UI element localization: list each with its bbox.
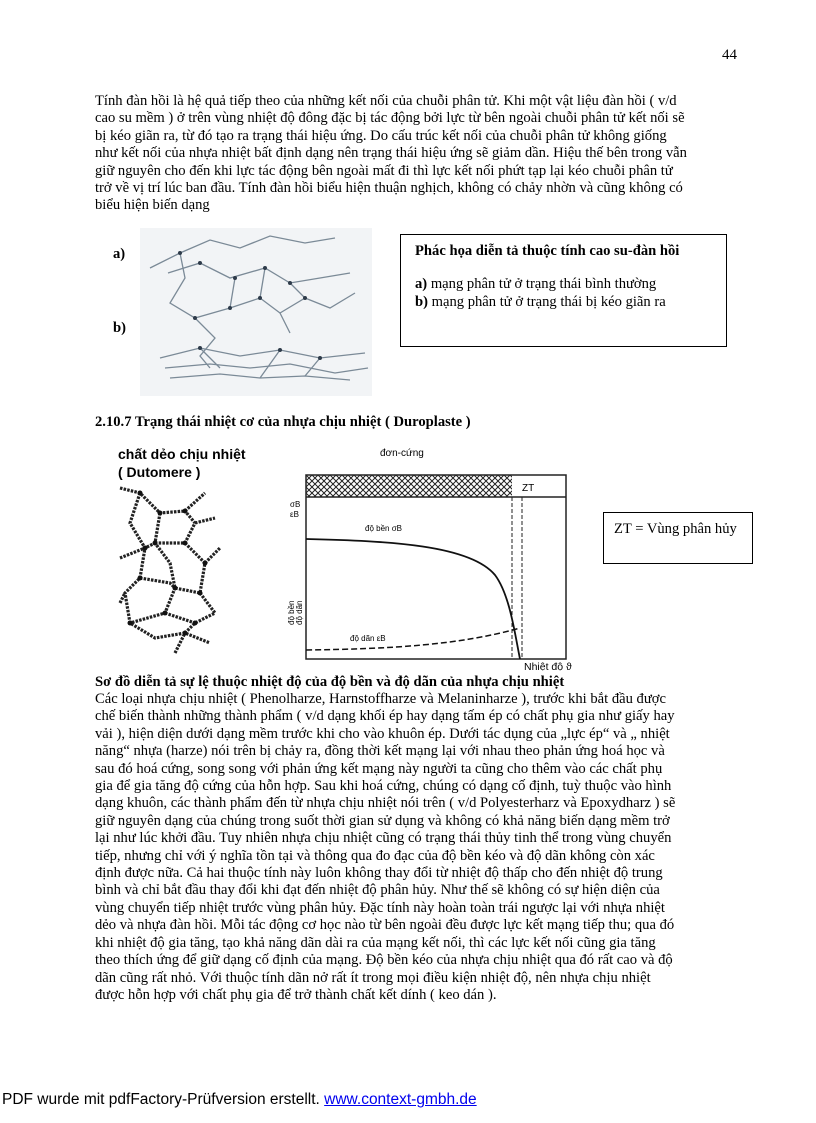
paragraph-elasticity xyxy=(95,93,687,215)
text-line: tiếp, nhưng chỉ với ý nghĩa tồn tại và thông qua đo đạc của độ bền kéo và độ dãn không còn xác xyxy=(95,847,655,864)
text-line: gia để gia tăng độ cứng của hỗn hợp. Sau khi hoá cứng, chúng có dạng cố định, tuỳ thuộc vào hình xyxy=(95,778,672,795)
strength-elongation-diagram xyxy=(270,445,600,671)
text-line: vải ), hiện diện dưới dạng mềm trước khi cho vào khuôn ép. Dưới tác dụng của „lực ép“ và „ nhiệt xyxy=(95,725,670,742)
text-line: dãn cũng rất nhỏ. Với thuộc tính dãn nở rất ít trong mọi điều kiện nhiệt độ, nên nhựa chịu nhiệt xyxy=(95,969,651,986)
text-line: được hỗn hợp với chất phụ gia để trở thành chất kết dính ( keo dán ). xyxy=(95,986,497,1003)
section-heading: 2.10.7 Trạng thái nhiệt cơ của nhựa chịu nhiệt ( Duroplaste ) xyxy=(95,414,471,430)
text-line: giữ nguyên dạng của chúng trong suốt thời gian sử dụng và không có khả năng biến dạng mềm trở xyxy=(95,812,670,829)
text-line: theo thích ứng để giữ dạng cố định của mạng. Độ bền kéo của nhựa chịu nhiệt qua đó rất cao và độ xyxy=(95,952,673,969)
figure1-item-b: b) mạng phân tử ở trạng thái bị kéo giãn ra xyxy=(415,293,666,310)
zt-legend-box xyxy=(603,512,753,564)
context-gmbh-link[interactable]: www.context-gmbh.de xyxy=(324,1091,477,1108)
text-line: biểu hiện biến dạng xyxy=(95,197,210,214)
thermoset-title: chất dẻo chịu nhiệt ( Dutomere ) xyxy=(118,446,246,480)
strength-curve xyxy=(306,539,520,659)
pdf-footer: PDF wurde mit pdfFactory-Prüfversion erstellt. www.context-gmbh.de xyxy=(2,1091,477,1108)
x-axis-label: Nhiệt độ ϑ xyxy=(524,661,572,671)
figure-label-b: b) xyxy=(113,320,126,336)
zt-legend-text: ZT = Vùng phân hủy xyxy=(614,521,737,537)
y-label-strength: độ bền xyxy=(287,600,296,625)
label-state: đơn-cứng xyxy=(380,448,424,459)
text-line: dẻo và nhựa đàn hồi. Mỗi tác động cơ học nào từ bên ngoài đều được lực kết mạng tiếp thu; qua đó xyxy=(95,917,675,934)
label-sigma: σB xyxy=(290,500,301,509)
text-line: bình và chỉ bắt đầu thay đổi khi đạt đến nhiệt độ phân hủy. Như thế sẽ không có sự hiện diện của xyxy=(95,882,660,899)
text-line: vùng chuyển tiếp nhiệt trước vùng phân hủy. Đặc tính này hoàn toàn trái ngược lại với nhựa nhiệt xyxy=(95,899,665,916)
label-zt: ZT xyxy=(522,483,535,494)
rubber-network-sketch xyxy=(140,228,372,396)
figure1-caption-box xyxy=(400,234,727,347)
elongation-curve-label: độ dãn εB xyxy=(350,634,386,643)
label-epsilon: εB xyxy=(290,510,299,519)
text-line: cao su mềm ) ở trên vùng nhiệt độ đông đặc bị tác động bởi lực từ bên ngoài chuỗi phân tử kết nối sẽ xyxy=(95,110,685,127)
paragraph-thermosets xyxy=(95,691,675,1004)
text-line: trở về vị trí lúc ban đầu. Tính đàn hồi biểu hiện thuận nghịch, không có chảy nhờn và cũng không có xyxy=(95,180,683,197)
text-line: như kết nối của nhựa nhiệt bất định dạng nên trạng thái hiệu ứng sẽ giảm dần. Hiệu thế bên trong vẫn xyxy=(95,145,687,162)
text-line: khi nhiệt độ gia tăng, tạo khả năng dãn dài ra của mạng kết nối, thì các lực kết nối cũng gia tăng xyxy=(95,934,656,951)
figure2-caption: Sơ đồ diễn tả sự lệ thuộc nhiệt độ của độ bền và độ dãn của nhựa chịu nhiệt xyxy=(95,674,565,690)
text-line: sau đó hoá cứng, song song với phản ứng kết mạng này người ta cũng cho thêm vào các chất phụ xyxy=(95,760,663,777)
text-line: định được nữa. Cả hai thuộc tính này luôn không thay đổi từ nhiệt độ thấp cho đến nhiệt độ trung xyxy=(95,865,663,882)
elongation-curve xyxy=(306,628,520,650)
page-number: 44 xyxy=(722,47,737,63)
text-line: Các loại nhựa chịu nhiệt ( Phenolharze, Harnstoffharze và Melaninharze ), trước khi bắt đầu được xyxy=(95,691,666,707)
text-line: chế biến thành những thành phẩm ( v/d dạng khối ép hay dạng tấm ép có chất phụ gia như giấy hay xyxy=(95,708,675,725)
y-label-elongation: độ dãn xyxy=(295,600,304,625)
text-line: lại như lúc khởi đầu. Tuy nhiên nhựa chịu nhiệt cũng có trạng thái thủy tinh thể trong vùng chuyển xyxy=(95,830,672,847)
text-line: giữ nguyên cho đến khi lực tác động bên ngoài mất đi thì lực kết nối phứt tạp lại kéo chuỗi phân tử xyxy=(95,162,673,179)
figure-label-a: a) xyxy=(113,246,126,262)
text-line: dạng khuôn, các thành phẩm đến từ nhựa chịu nhiệt nói trên ( v/d Polyesterharz và Epoxydharz ) sẽ xyxy=(95,795,676,812)
strength-curve-label: độ bền σB xyxy=(365,524,402,533)
thermoset-network-sketch xyxy=(115,483,225,658)
hatched-region xyxy=(306,475,512,497)
figure1-caption-title: Phác họa diễn tả thuộc tính cao su-đàn hồi xyxy=(415,243,680,259)
figure1-item-a: a) mạng phân tử ở trạng thái bình thường xyxy=(415,276,657,293)
text-line: năng“ nhựa (harze) nói trên bị chảy ra, đồng thời kết mạng lại với nhau theo phản ứng hoá học và xyxy=(95,743,665,760)
text-line: bị kéo giãn ra, từ đó tạo ra trạng thái hiệu ứng. Do cấu trúc kết nối của chuỗi phân tử không giống xyxy=(95,127,667,144)
text-line: Tính đàn hồi là hệ quả tiếp theo của những kết nối của chuỗi phân tử. Khi một vật liệu đàn hồi ( v/d xyxy=(95,93,677,109)
